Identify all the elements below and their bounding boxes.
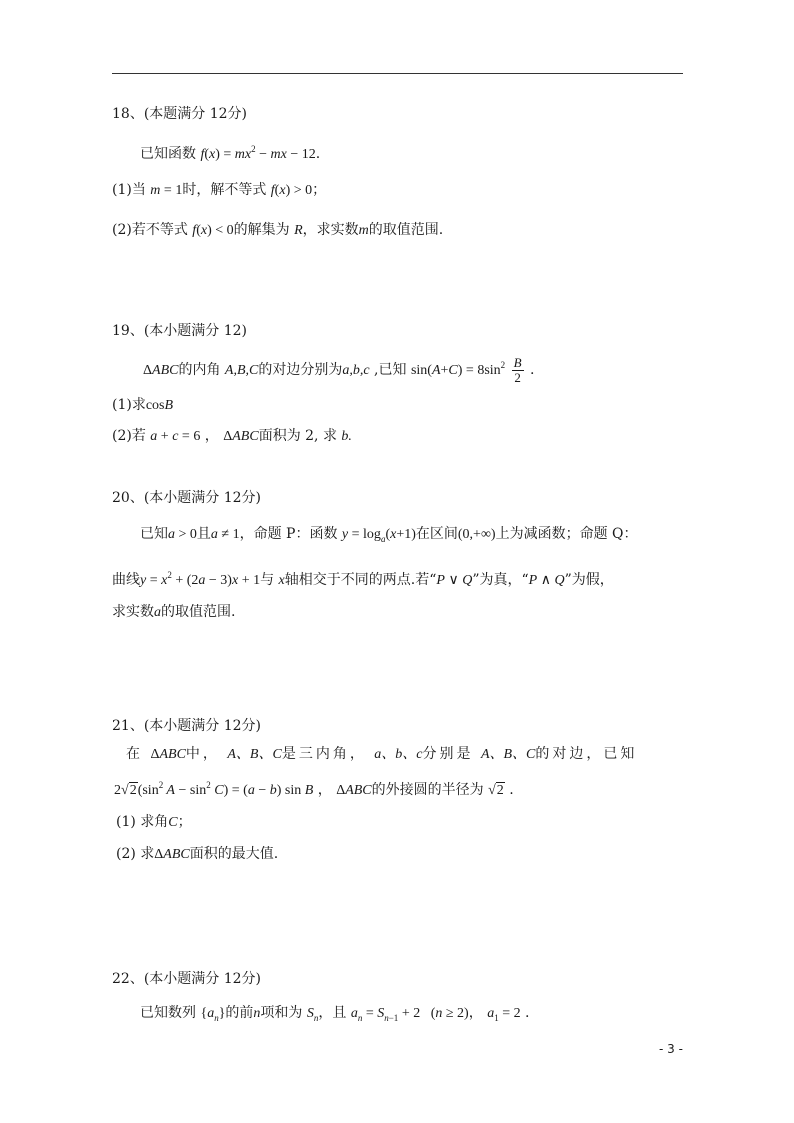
q21-line2: $2√2(\sin^2$ $A - \sin^2 C) = (a - b)$ sin B ， ΔABC的外接圆的半径为 √2 . [114, 780, 514, 798]
q20-header: 20、(本小题满分 12分) [112, 490, 262, 506]
top-rule [112, 73, 683, 74]
q18-header: 18、(本题满分 12分) [112, 106, 248, 122]
q21-header: 21、(本小题满分 12分) [112, 718, 262, 734]
q18-stem: 已知函数 $f(x) = mx^2$ − mx − 12. [140, 144, 321, 162]
q22-header: 22、(本小题满分 12分) [112, 971, 262, 987]
q18-function-formula: f [200, 147, 205, 162]
q18-part1: (1)当 m = 1时，解不等式 f(x) > 0； [112, 182, 327, 198]
q20-line1: 已知a > 0且a ≠ 1，命题 P：函数 $y = \log_a(x+1)$在区间(0,+∞)上为减函数；命题 Q： [140, 526, 638, 544]
q18-part2: (2)若不等式 f(x) < 0的解集为 R，求实数m的取值范围. [112, 222, 444, 238]
q19-fraction: $\frac{B}{2}$ [513, 354, 522, 385]
q21-line1: 在 ΔABC中， A、B、C是三内角， a、b、c分别是 A、B、C的对边，已知 [126, 746, 638, 762]
q19-part2: (2)若 a + c = 6 ， ΔABC面积为 2, 求 b. [112, 428, 352, 444]
q20-line3: 求实数a的取值范围. [112, 604, 236, 620]
q21-part2: (2) 求ΔABC面积的最大值. [116, 846, 279, 862]
q22-line1: 已知数列 $\{a_n\}$的前n项和为 $S_n$，且 $a_n = S_{n-1} + 2$ (n ≥ 2)， $a_1 = 2$ . [140, 1005, 530, 1023]
q21-part1: (1) 求角C； [116, 814, 192, 830]
q19-stem: ΔABC的内角 A,B,C的对边分别为a,b,c ,已知 $\sin(A+C) = 8\sin^2$ $\frac{B}{2}$ . [143, 354, 535, 385]
q19-part1: (1)求cosB [112, 397, 174, 413]
q20-line2: 曲线$y = x^2 + (2a - 3)x + 1$与 x轴相交于不同的两点.若“P ∨ Q”为真，“P ∧ Q”为假， [112, 570, 614, 588]
q19-header: 19、(本小题满分 12) [112, 323, 248, 339]
page-number: - 3 - [659, 1042, 683, 1056]
